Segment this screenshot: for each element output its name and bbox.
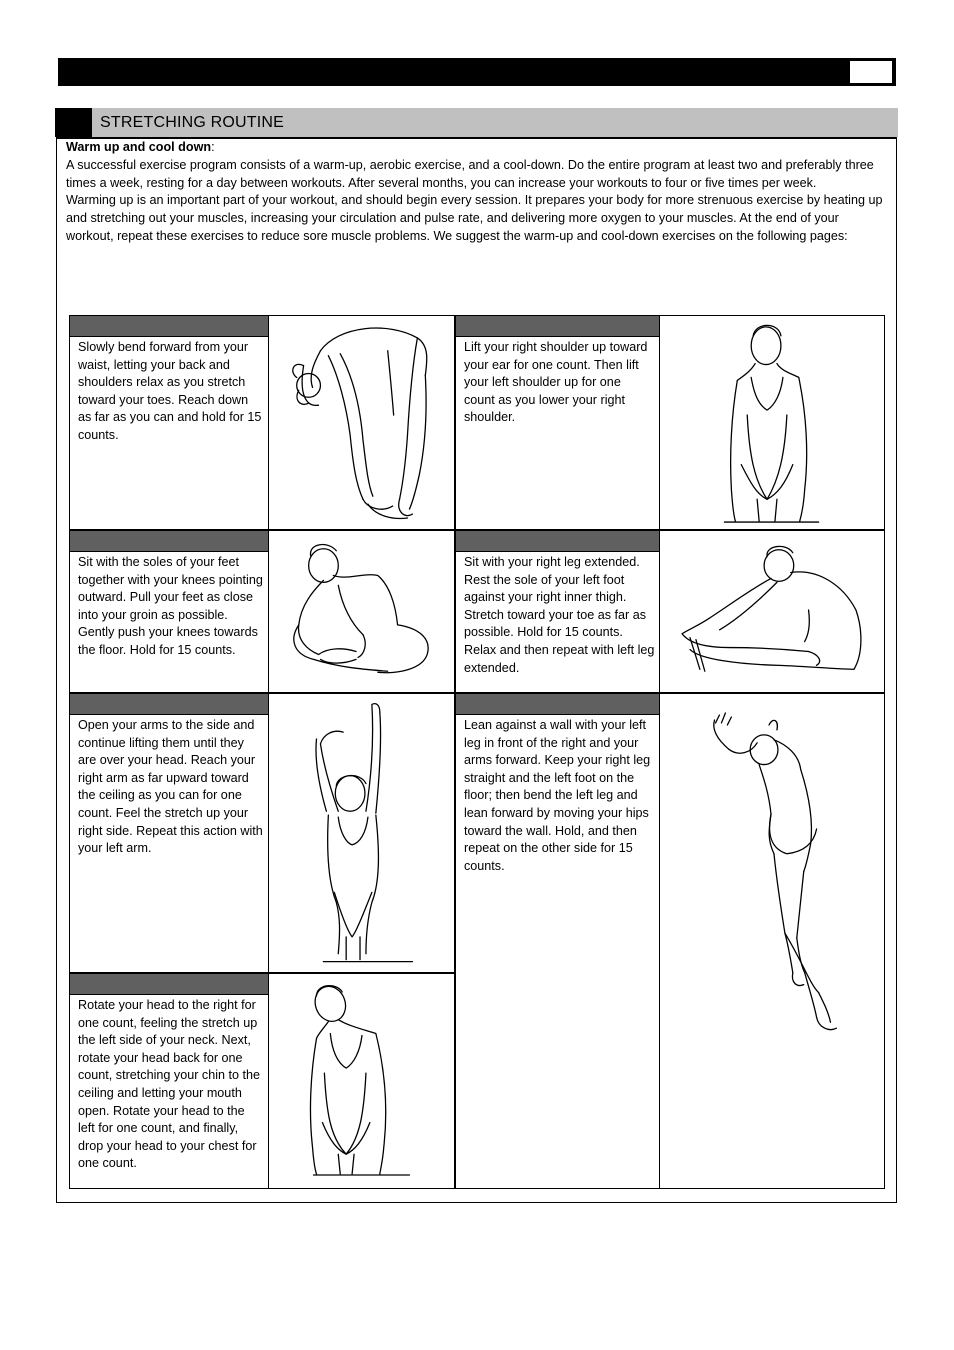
exercise-instructions: Open your arms to the side and continue lifting them until they are over your head. Reach your right arm as far upward toward the ceiling as you can for one count. Feel the stretch up your right side. Repeat this action with your left arm. [78,718,263,856]
exercise-header-bar [70,974,268,995]
exercise-card-head-roll [69,973,269,1189]
exercise-card-inner-thigh [69,530,269,693]
header-bar [58,58,896,86]
intro-paragraph-2: Warming up is an important part of your workout, and should begin every session. It prepares your body for more strenuous exercise by heating up and stretching out your muscles, increasing your circulation and pulse rate, and delivering more oxygen to your muscles. At the end of your workout, repeat these exercises to reduce sore muscle problems. We suggest the warm-up and cool-down exercises on the following pages: [66,193,883,243]
exercise-header-bar [456,694,659,715]
exercise-card-hamstring [455,530,660,693]
exercise-header-bar [70,316,268,337]
shoulder-lift-illustration [659,315,885,530]
exercise-header-bar [456,531,659,552]
intro-paragraph-1: A successful exercise program consists of a warm-up, aerobic exercise, and a cool-down. Do the entire program at least two and preferably three times a week, resting for a day between workouts. After several months, you can increase your workouts to four or five times per week. [66,157,874,190]
exercise-header-bar [70,694,268,715]
section-title: STRETCHING ROUTINE [100,114,285,131]
head-roll-illustration [268,973,455,1189]
exercise-instructions: Sit with the soles of your feet together with your knees pointing outward. Pull your feet as close into your groin as possible. Gently push your knees towards the floor. Hold for 15 counts. [78,555,263,657]
exercise-card-side-lift [69,693,269,973]
toe-touch-illustration [268,315,455,530]
exercise-instructions: Lean against a wall with your left leg in front of the right and your arms forward. Keep your right leg straight and the left foot on the floor; then bend the left leg and lean forward by moving your hips toward the wall. Hold, and then repeat on the other side for 15 counts. [464,718,651,873]
intro-heading-colon: : [211,140,215,154]
exercise-instructions: Rotate your head to the right for one count, feeling the stretch up the left side of your neck. Next, rotate your head back for one count, stretching your chin to the ceiling and letting your mouth open. Rotate your head to the left for one count, and finally, drop your head to your chest for one count. [78,998,261,1171]
intro-heading: Warm up and cool down [66,140,212,154]
inner-thigh-illustration [268,530,455,693]
exercise-card-toe-touch [69,315,269,530]
page-number-box [850,61,892,83]
exercise-instructions: Lift your right shoulder up toward your ear for one count. Then lift your left shoulder up for one count as you lower your right shoulder. [464,340,648,425]
exercise-card-calf-stretch [455,693,660,1189]
exercise-card-shoulder-lift [455,315,660,530]
exercise-header-bar [456,316,659,337]
hamstring-illustration [659,530,885,693]
exercise-instructions: Slowly bend forward from your waist, letting your back and shoulders relax as you stretch toward your toes. Reach down as far as you can and hold for 15 counts. [78,340,262,442]
side-lift-illustration [268,693,455,973]
calf-stretch-illustration [659,693,885,1189]
intro-text [66,139,886,246]
exercise-instructions: Sit with your right leg extended. Rest the sole of your left foot against your right inner thigh. Stretch toward your toe as far as possible. Hold for 15 counts. Relax and then repeat with left leg extended. [464,555,655,675]
section-marker [55,108,92,137]
exercise-header-bar [70,531,268,552]
section-header [55,108,898,137]
